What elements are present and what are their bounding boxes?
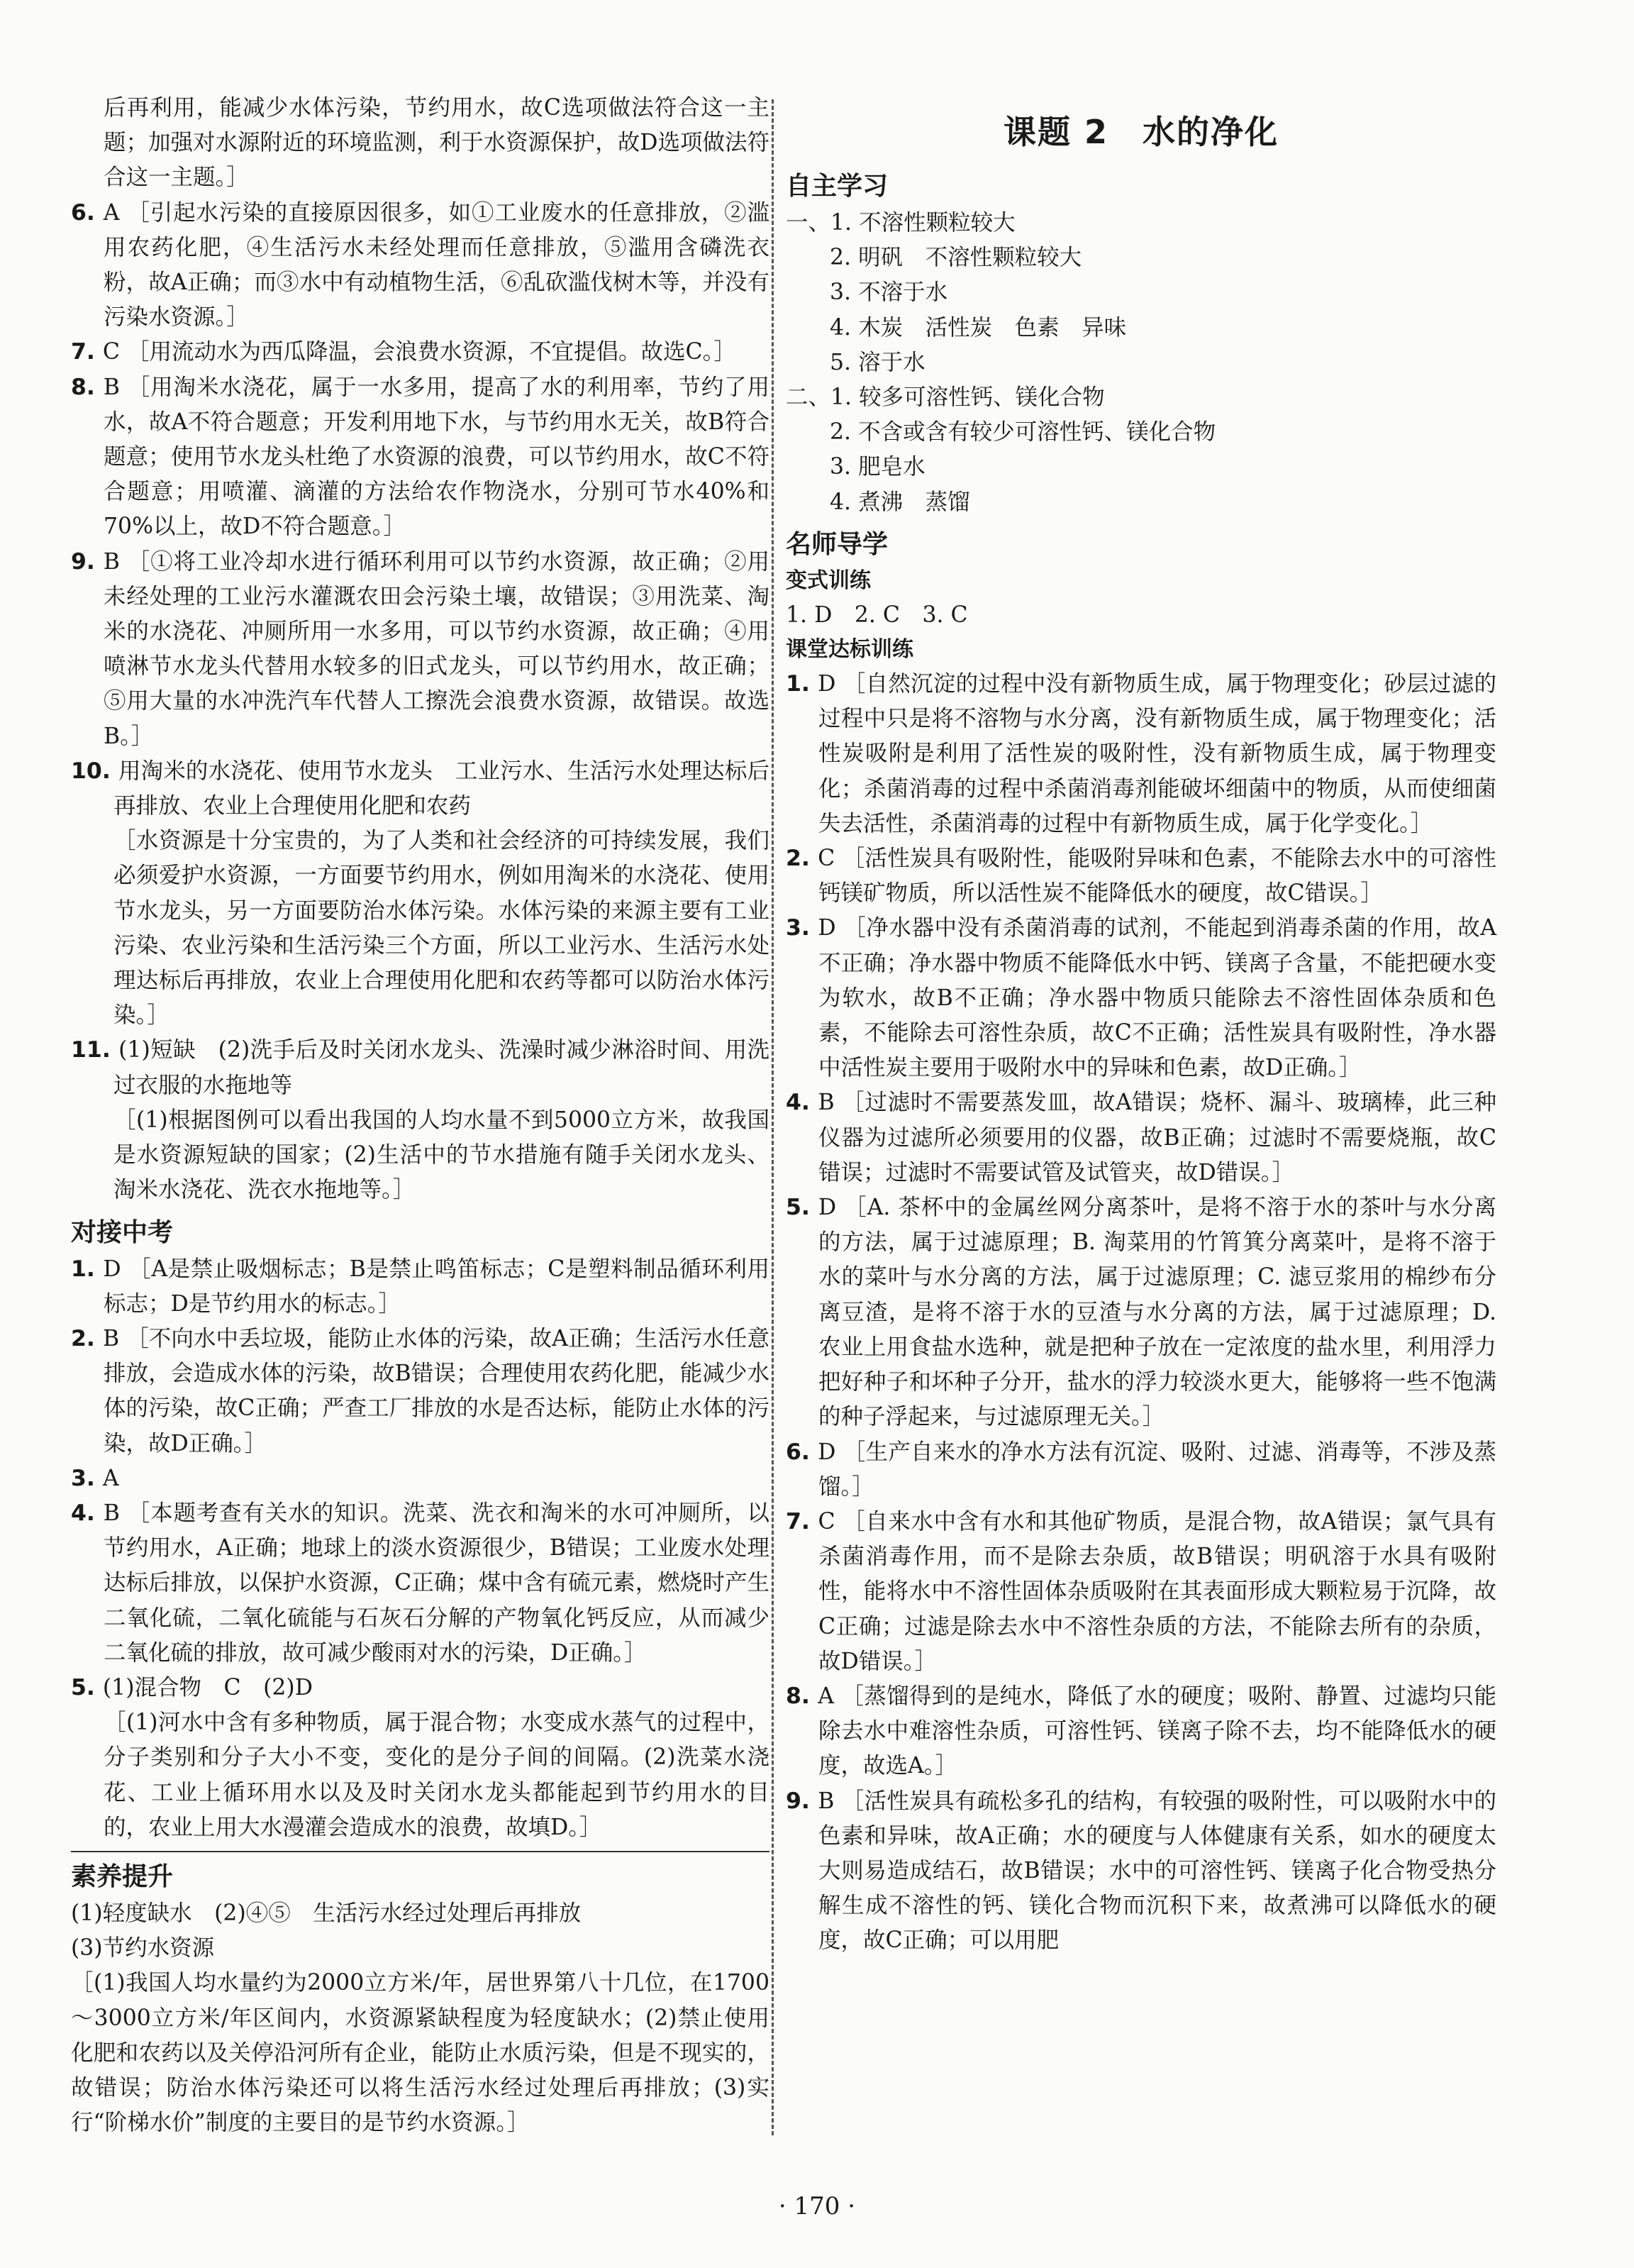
answer-item xyxy=(786,667,1496,841)
explanation-text: ［(1)根据图例可以看出我国的人均水量不到5000立方米，故我国是水资源短缺的国家；(2)生活中的节水措施有随手关闭水龙头、淘米水浇花、洗衣水拖地等。］ xyxy=(113,1107,769,1203)
item-number: 11. xyxy=(71,1037,119,1063)
item-number: 8. xyxy=(786,1683,818,1709)
left-column xyxy=(71,91,769,2140)
item-number: 5. xyxy=(71,1674,103,1700)
answer-item xyxy=(786,1784,1496,1959)
item-text: D ［自然沉淀的过程中没有新物质生成，属于物理变化；砂层过滤的过程中只是将不溶物与水分离，没有新物质生成，属于物理变化；活性炭吸附是利用了活性炭的吸附性，没有新物质生成，属于物理变化；杀菌消毒的过程中杀菌消毒剂能破坏细菌中的物质，从而使细菌失去活性，杀菌消毒的过程中有新物质生成，属于化学变化。］ xyxy=(818,671,1496,836)
answer-item xyxy=(71,370,769,545)
subsection-heading: 变式训练 xyxy=(786,568,871,593)
answer-line: 4. 煮沸 蒸馏 xyxy=(830,489,970,515)
item-number: 10. xyxy=(71,758,118,784)
column-divider xyxy=(772,99,774,2135)
explanation-text: ［(1)河水中含有多种物质，属于混合物；水变成水蒸气的过程中，分子类别和分子大小不变，变化的是分子间的间隔。(2)洗菜水浇花、工业上循环用水以及及时关闭水龙头都能起到节约用水的目的，农业上用大水漫灌会造成水的浪费，故填D。］ xyxy=(104,1710,769,1840)
item-number: 5. xyxy=(786,1195,818,1221)
item-number: 2. xyxy=(786,846,818,872)
answer-line: 3. 不溶于水 xyxy=(830,280,948,306)
answer-item xyxy=(786,1505,1496,1679)
answer-item xyxy=(71,1496,769,1671)
item-text: D ［净水器中没有杀菌消毒的试剂，不能起到消毒杀菌的作用，故A不正确；净水器中物质不能降低水中钙、镁离子含量，不能把硬水变为软水，故B不正确；净水器中物质只能除去不溶性固体杂质和色素，不能除去可溶性杂质，故C不正确；活性炭具有吸附性，净水器中活性炭主要用于吸附水中的异味和色素，故D正确。］ xyxy=(818,915,1496,1081)
item-text: D ［A是禁止吸烟标志；B是禁止鸣笛标志；C是塑料制品循环利用标志；D是节约用水的标志。］ xyxy=(103,1256,769,1317)
section-heading: 对接中考 xyxy=(71,1217,174,1247)
section-rule xyxy=(71,1851,769,1852)
item-text: D ［A. 茶杯中的金属丝网分离茶叶，是将不溶于水的茶叶与水分离的方法，属于过滤原理；B. 淘菜用的竹筲箕分离菜叶，是将不溶于水的菜叶与水分离的方法，属于过滤原理；C. 滤豆浆用的棉纱布分离豆渣，是将不溶于水的豆渣与水分离的方法，属于过滤原理；D. 农业上用食盐水选种，就是把种子放在一定浓度的盐水里，利用浮力把好种子和坏种子分开，盐水的浮力较淡水更大，能够将一些不饱满的种子浮起来，与过滤原理无关。］ xyxy=(818,1195,1496,1430)
item-text: A ［蒸馏得到的是纯水，降低了水的硬度；吸附、静置、过滤均只能除去水中难溶性杂质，可溶性钙、镁离子除不去，均不能降低水的硬度，故选A。］ xyxy=(818,1683,1496,1779)
answer-item xyxy=(71,196,769,336)
answer-item xyxy=(786,1679,1496,1784)
item-text: B ［①将工业冷却水进行循环利用可以节约水资源，故正确；②用未经处理的工业污水灌溉农田会污染土壤，故错误；③用洗菜、淘米的水浇花、冲厕所用一水多用，可以节约水资源，故正确；④用喷淋节水龙头代替用水较多的旧式龙头，可以节约用水，故正确；⑤用大量的水冲洗汽车代替人工擦洗会浪费水资源，故错误。故选B。］ xyxy=(103,548,769,749)
subsection-heading: 课堂达标训练 xyxy=(786,637,913,663)
item-text: B ［本题考查有关水的知识。洗菜、洗衣和淘米的水可冲厕所，以节约用水，A正确；地球上的淡水资源很少，B错误；工业废水处理达标后排放，以保护水资源，C正确；煤中含有硫元素，燃烧时产生二氧化硫，二氧化硫能与石灰石分解的产物氧化钙反应，从而减少二氧化硫的排放，故可减少酸雨对水的污染，D正确。］ xyxy=(103,1500,769,1666)
item-number: 3. xyxy=(786,915,818,941)
answer-item xyxy=(71,1252,769,1322)
item-number: 4. xyxy=(71,1500,104,1526)
item-text: 用淘米的水浇花、使用节水龙头 工业污水、生活污水处理达标后再排放、农业上合理使用化肥和农药 xyxy=(113,758,769,819)
item-text: B ［活性炭具有疏松多孔的结构，有较强的吸附性，可以吸附水中的色素和异味，故A正确；水的硬度与人体健康有关系，如水的硬度太大则易造成结石，故B错误；水中的可溶性钙、镁离子化合物受热分解生成不溶性的钙、镁化合物而沉积下来，故煮沸可以降低水的硬度，故C正确；可以用肥 xyxy=(818,1788,1496,1954)
item-number: 7. xyxy=(786,1508,818,1534)
item-number: 1. xyxy=(71,1256,104,1282)
lesson-title: 课题 2 水的净化 xyxy=(1003,113,1279,151)
item-text: (1)混合物 C (2)D xyxy=(102,1674,313,1700)
answer-line: 二、1. 较多可溶性钙、镁化合物 xyxy=(786,385,1105,411)
answer-item xyxy=(71,1322,769,1461)
item-number: 6. xyxy=(786,1439,818,1465)
item-text: B ［不向水中丢垃圾，能防止水体的污染，故A正确；生活污水任意排放，会造成水体的污染，故B错误；合理使用农药化肥，能减少水体的污染，故C正确；严查工厂排放的水是否达标，能防止水体的污染，故D正确。］ xyxy=(102,1325,769,1456)
answer-line: (3)节约水资源 xyxy=(71,1935,215,1962)
item-text: D ［生产自来水的净水方法有沉淀、吸附、过滤、消毒等，不涉及蒸馏。］ xyxy=(818,1439,1496,1500)
page-number: · 170 · xyxy=(778,2192,856,2220)
answer-item xyxy=(786,841,1496,911)
answer-item xyxy=(71,545,769,754)
answer-item xyxy=(786,1435,1496,1505)
item-number: 2. xyxy=(71,1325,103,1351)
answer-item xyxy=(71,1033,769,1102)
item-text: (1)短缺 (2)洗手后及时关闭水龙头、洗澡时减少淋浴时间、用洗过衣服的水拖地等 xyxy=(113,1037,769,1098)
section-heading: 自主学习 xyxy=(786,172,889,201)
answer-line: 1. D 2. C 3. C xyxy=(786,602,968,628)
answer-line: (1)轻度缺水 (2)④⑤ 生活污水经过处理后再排放 xyxy=(71,1900,582,1926)
answer-item xyxy=(71,1461,769,1496)
item-number: 9. xyxy=(71,548,104,575)
answer-item xyxy=(786,1190,1496,1434)
item-number: 4. xyxy=(786,1090,818,1116)
item-text: C ［自来水中含有水和其他矿物质，是混合物，故A错误；氯气具有杀菌消毒作用，而不是除去杂质，故B错误；明矾溶于水具有吸附性，能将水中不溶性固体杂质吸附在其表面形成大颗粒易于沉降，故C正确；过滤是除去水中不溶性杂质的方法，不能除去所有的杂质，故D错误。］ xyxy=(818,1508,1496,1674)
section-heading: 素养提升 xyxy=(71,1862,174,1891)
item-number: 8. xyxy=(71,374,104,400)
item-text: B ［过滤时不需要蒸发皿，故A错误；烧杯、漏斗、玻璃棒，此三种仪器为过滤所必须要用的仪器，故B正确；过滤时不需要烧瓶，故C错误；过滤时不需要试管及试管夹，故D错误。］ xyxy=(818,1090,1496,1185)
section-heading: 名师导学 xyxy=(786,529,889,559)
answer-item xyxy=(786,1085,1496,1190)
explanation-text: 后再利用，能减少水体污染，节约用水，故C选项做法符合这一主题；加强对水源附近的环境监测，利于水资源保护，故D选项做法符合这一主题。］ xyxy=(104,95,769,191)
right-column xyxy=(786,91,1496,1959)
item-number: 9. xyxy=(786,1788,818,1814)
explanation-text: ［水资源是十分宝贵的，为了人类和社会经济的可持续发展，我们必须爱护水资源，一方面要节约用水，例如用淘米的水浇花、使用节水龙头，另一方面要防治水体污染。水体污染的来源主要有工业污染、农业污染和生活污染三个方面，所以工业污水、生活污水处理达标后再排放，农业上合理使用化肥和农药等都可以防治水体污染。］ xyxy=(113,828,769,1029)
answer-line: 5. 溶于水 xyxy=(830,349,926,375)
answer-line: ［(1)我国人均水量约为2000立方米/年，居世界第八十几位，在1700～3000立方米/年区间内，水资源紧缺程度为轻度缺水；(2)禁止使用化肥和农药以及关停沿河所有企业，能防止水质污染，但是不现实的，故错误；防治水体污染还可以将生活污水经过处理后再排放；(3)实行“阶梯水价”制度的主要目的是节约水资源。］ xyxy=(71,1970,769,2136)
answer-item xyxy=(71,335,769,370)
item-number: 1. xyxy=(786,671,818,697)
answer-line: 2. 不含或含有较少可溶性钙、镁化合物 xyxy=(830,419,1216,446)
answer-item xyxy=(71,754,769,824)
item-number: 6. xyxy=(71,199,104,226)
item-text: B ［用淘米水浇花，属于一水多用，提高了水的利用率，节约了用水，故A不符合题意；开发利用地下水，与节约用水无关，故B符合题意；使用节水龙头杜绝了水资源的浪费，可以节约用水，故C不符合题意；用喷灌、滴灌的方法给农作物浇水，分别可节水40%和70%以上，故D不符合题意。］ xyxy=(103,374,769,540)
answer-line: 3. 肥皂水 xyxy=(830,454,926,480)
item-text: A ［引起水污染的直接原因很多，如①工业废水的任意排放，②滥用农药化肥，④生活污水未经处理而任意排放，⑤滥用含磷洗衣粉，故A正确；而③水中有动植物生活，⑥乱砍滥伐树木等，并没有污染水资源。］ xyxy=(103,199,769,331)
item-number: 7. xyxy=(71,339,103,365)
answer-item xyxy=(71,1671,769,1705)
item-text: A xyxy=(102,1465,119,1491)
answer-line: 2. 明矾 不溶性颗粒较大 xyxy=(830,245,1082,271)
answer-item xyxy=(786,911,1496,1085)
item-number: 3. xyxy=(71,1465,103,1491)
answer-line: 一、1. 不溶性颗粒较大 xyxy=(786,210,1016,236)
item-text: C ［活性炭具有吸附性，能吸附异味和色素，不能除去水中的可溶性钙镁矿物质，所以活性炭不能降低水的硬度，故C错误。］ xyxy=(818,846,1496,907)
answer-line: 4. 木炭 活性炭 色素 异味 xyxy=(830,314,1127,341)
item-text: C ［用流动水为西瓜降温，会浪费水资源，不宜提倡。故选C。］ xyxy=(102,339,736,365)
